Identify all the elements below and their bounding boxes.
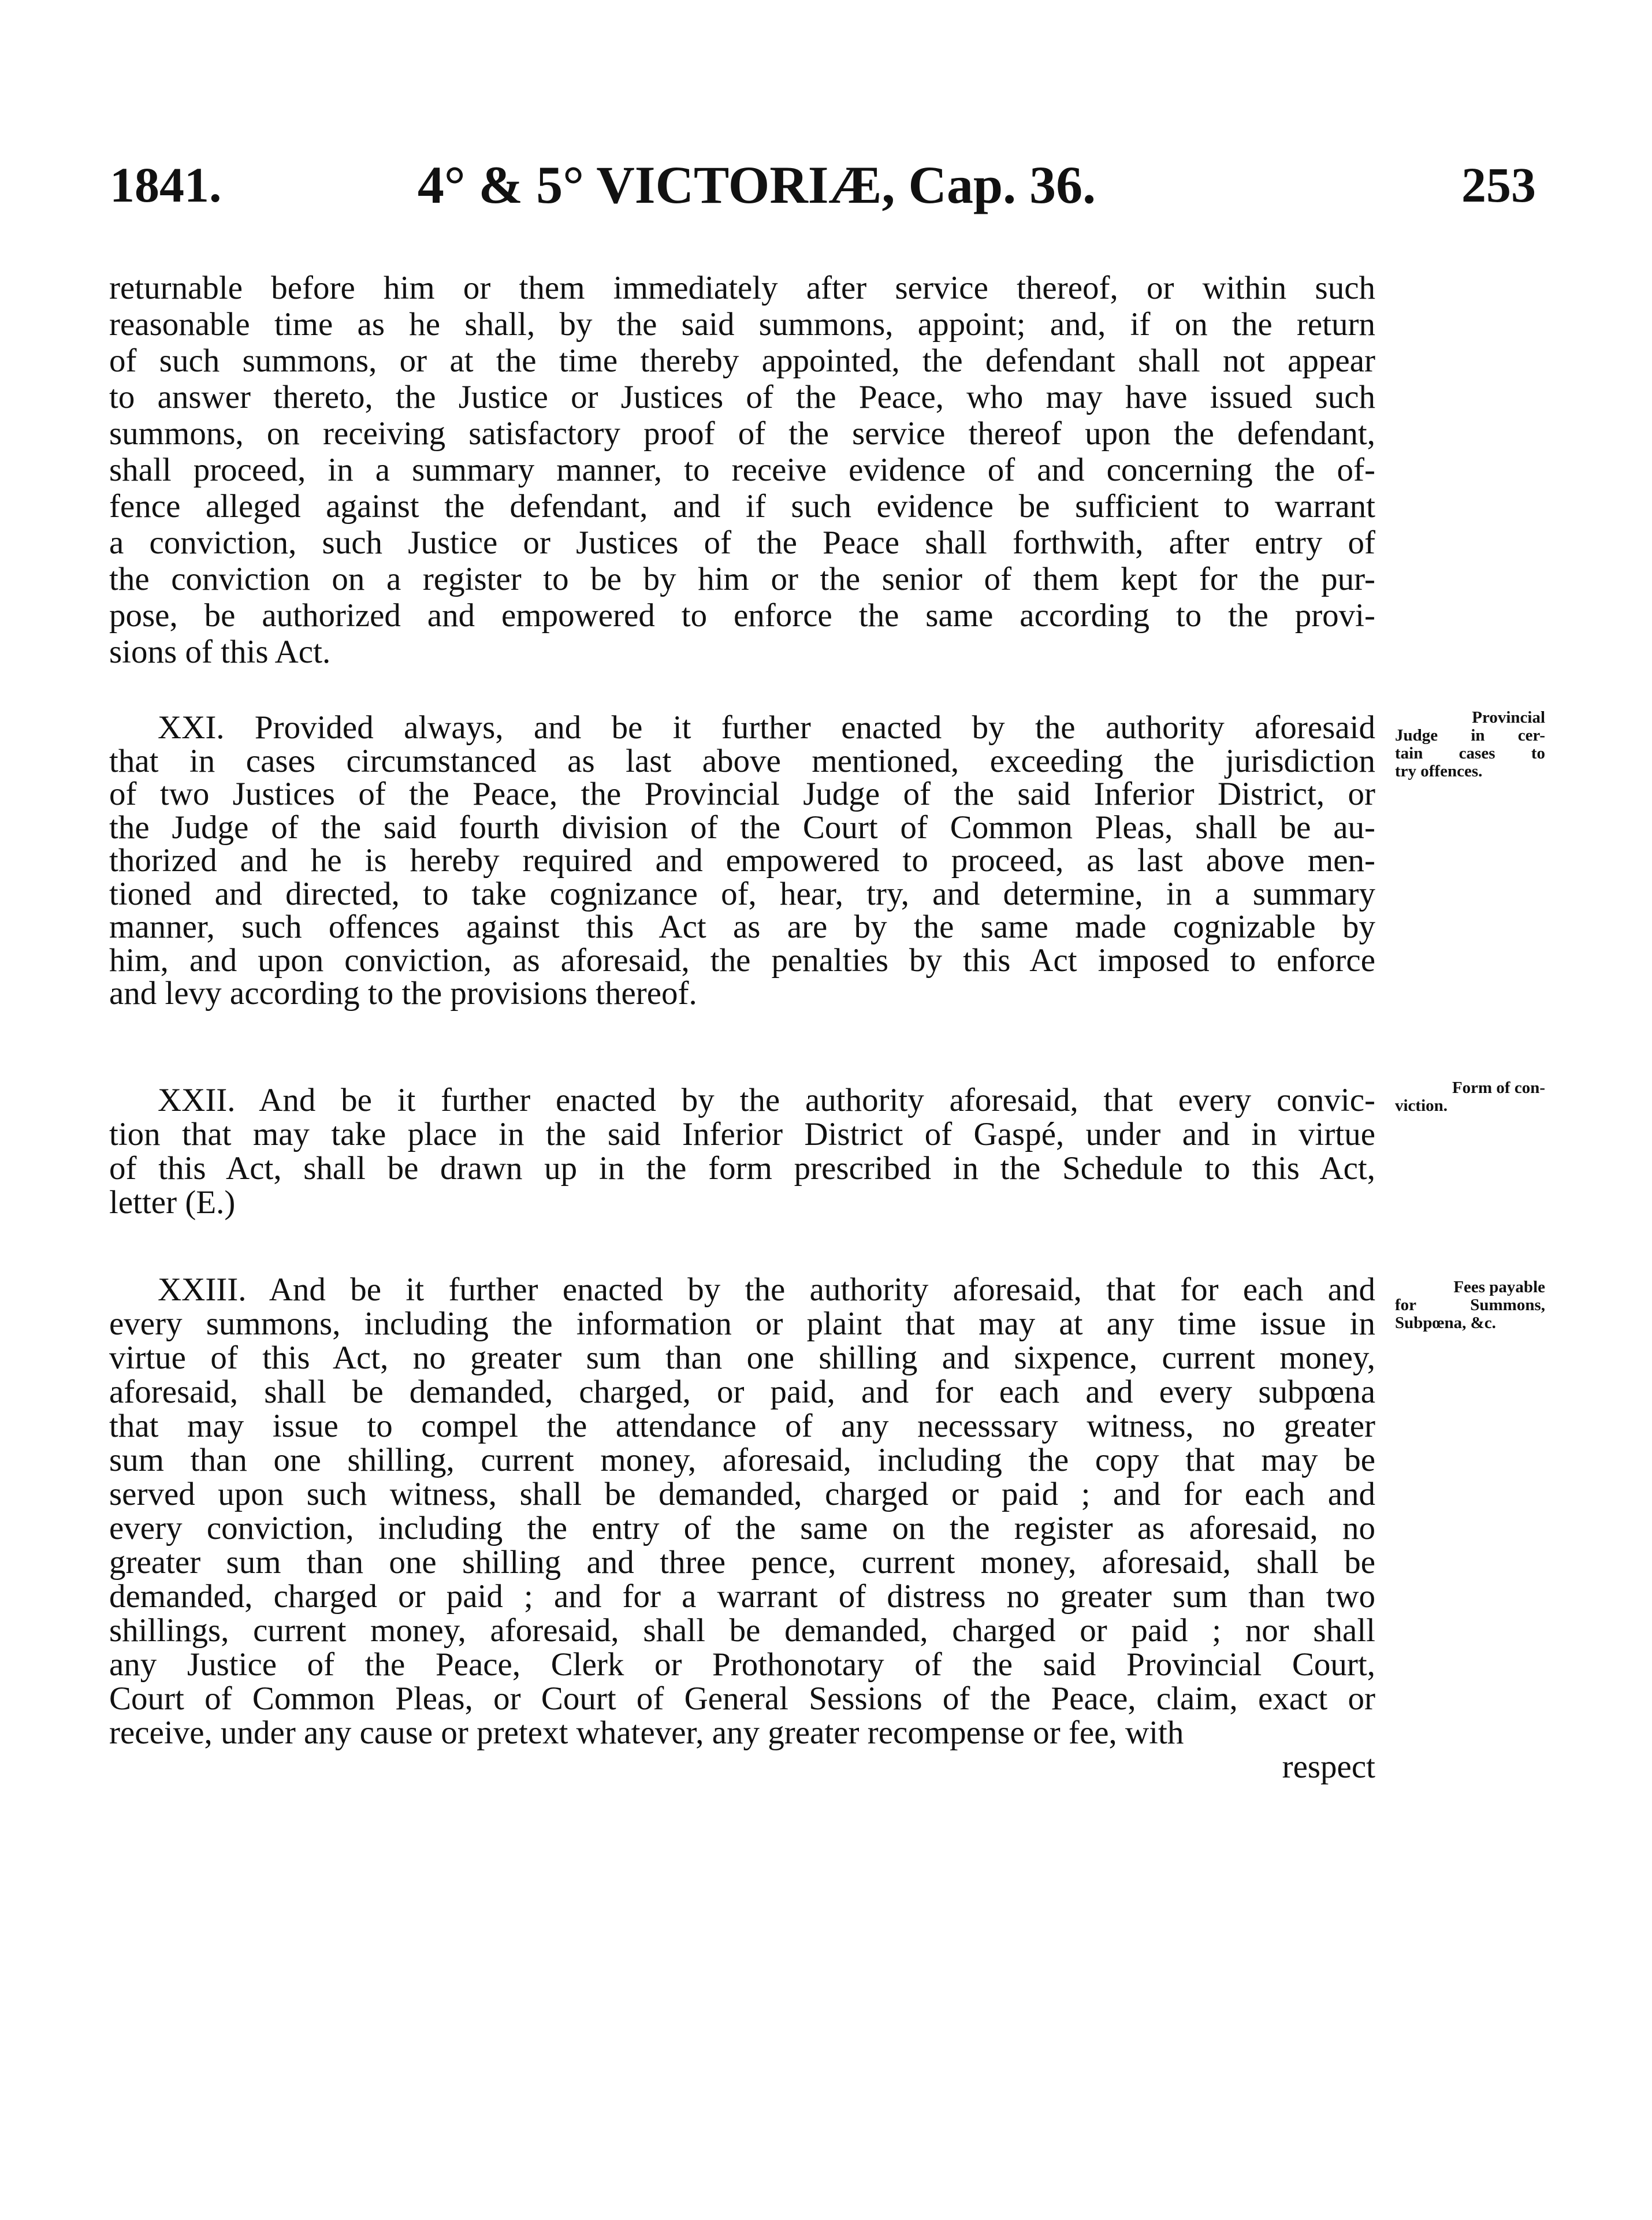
text-line: virtue of this Act, no greater sum than one shilling and sixpence, current money, [109,1340,1375,1376]
margin-note-line: Form of con- [1452,1079,1545,1097]
text-line: pose, be authorized and empowered to enforce the same according to the provi- [109,597,1375,634]
margin-note-line: Provincial [1472,708,1545,727]
page-number: 253 [1461,157,1536,213]
section-xxi [109,711,1375,1010]
margin-note-form-of-conviction [1395,1079,1545,1115]
year: 1841. [110,157,222,213]
margin-note-line: Judge in cer- [1395,726,1545,745]
text-line: Court of Common Pleas, or Court of General Sessions of the Peace, claim, exact or [109,1680,1375,1717]
margin-note-provincial-judge [1395,709,1545,780]
margin-note-line: Fees payable [1453,1278,1545,1296]
text-line: receive, under any cause or pretext whatever, any greater recompense or fee, with [109,1715,1184,1751]
margin-note-line: viction. [1395,1096,1448,1115]
text-line: tioned and directed, to take cognizance of, hear, try, and determine, in a summary [109,875,1375,912]
text-line: manner, such offences against this Act as are by the same made cognizable by [109,909,1375,945]
text-line: fence alleged against the defendant, and if such evidence be sufficient to warrant [109,488,1375,525]
text-line: sions of this Act. [109,634,331,670]
text-line: XXIII. And be it further enacted by the authority aforesaid, that for each and [158,1271,1375,1308]
section-xxii [109,1083,1375,1219]
text-line: shall proceed, in a summary manner, to receive evidence of and concerning the of- [109,452,1375,488]
margin-note-line: try offences. [1395,762,1483,780]
text-line: tion that may take place in the said Inferior District of Gaspé, under and in virtue [109,1116,1375,1152]
paragraph-continuation [109,270,1375,670]
text-line: to answer thereto, the Justice or Justices of the Peace, who may have issued such [109,379,1375,415]
text-line: XXI. Provided always, and be it further enacted by the authority aforesaid [158,709,1375,746]
text-line: aforesaid, shall be demanded, charged, or paid, and for each and every subpœna [109,1374,1375,1410]
text-line: that may issue to compel the attendance of any necesssary witness, no greater [109,1408,1375,1444]
text-line: thorized and he is hereby required and empowered to proceed, as last above men- [109,842,1375,879]
text-line: of this Act, shall be drawn up in the form prescribed in the Schedule to this Act, [109,1150,1375,1187]
text-line: demanded, charged or paid ; and for a warrant of distress no greater sum than two [109,1578,1375,1615]
text-line: that in cases circumstanced as last above mentioned, exceeding the jurisdiction [109,742,1375,779]
text-line: shillings, current money, aforesaid, shall be demanded, charged or paid ; nor shall [109,1612,1375,1649]
margin-note-line: Subpœna, &c. [1395,1314,1496,1332]
text-line: letter (E.) [109,1184,236,1221]
text-line: of such summons, or at the time thereby appointed, the defendant shall not appear [109,343,1375,379]
text-line: the Judge of the said fourth division of the Court of Common Pleas, shall be au- [109,809,1375,846]
margin-note-line: for Summons, [1395,1296,1545,1314]
text-line: XXII. And be it further enacted by the authority aforesaid, that every convic- [158,1082,1375,1118]
text-line: a conviction, such Justice or Justices of the Peace shall forthwith, after entry of [109,525,1375,561]
text-line: reasonable time as he shall, by the said summons, appoint; and, if on the return [109,306,1375,343]
text-line: every conviction, including the entry of the same on the register as aforesaid, no [109,1510,1375,1546]
text-line: summons, on receiving satisfactory proof of the service thereof upon the defendant, [109,415,1375,452]
text-line: returnable before him or them immediately after service thereof, or within such [109,270,1375,306]
text-line: every summons, including the information or plaint that may at any time issue in [109,1306,1375,1342]
text-line: sum than one shilling, current money, aforesaid, including the copy that may be [109,1442,1375,1478]
margin-note-line: tain cases to [1395,744,1545,763]
text-line: of two Justices of the Peace, the Provincial Judge of the said Inferior District, or [109,776,1375,812]
running-title: 4° & 5° VICTORIÆ, Cap. 36. [417,155,1096,214]
text-line: served upon such witness, shall be demanded, charged or paid ; and for each and [109,1476,1375,1512]
text-line: him, and upon conviction, as aforesaid, the penalties by this Act imposed to enforce [109,942,1375,979]
section-xxiii [109,1273,1375,1784]
text-line: greater sum than one shilling and three pence, current money, aforesaid, shall be [109,1544,1375,1581]
text-line: the conviction on a register to be by him or the senior of them kept for the pur- [109,561,1375,597]
text-line: and levy according to the provisions thereof. [109,975,697,1012]
margin-note-fees-payable [1395,1278,1545,1332]
catchword: respect [1282,1749,1375,1785]
text-line: any Justice of the Peace, Clerk or Prothonotary of the said Provincial Court, [109,1646,1375,1683]
